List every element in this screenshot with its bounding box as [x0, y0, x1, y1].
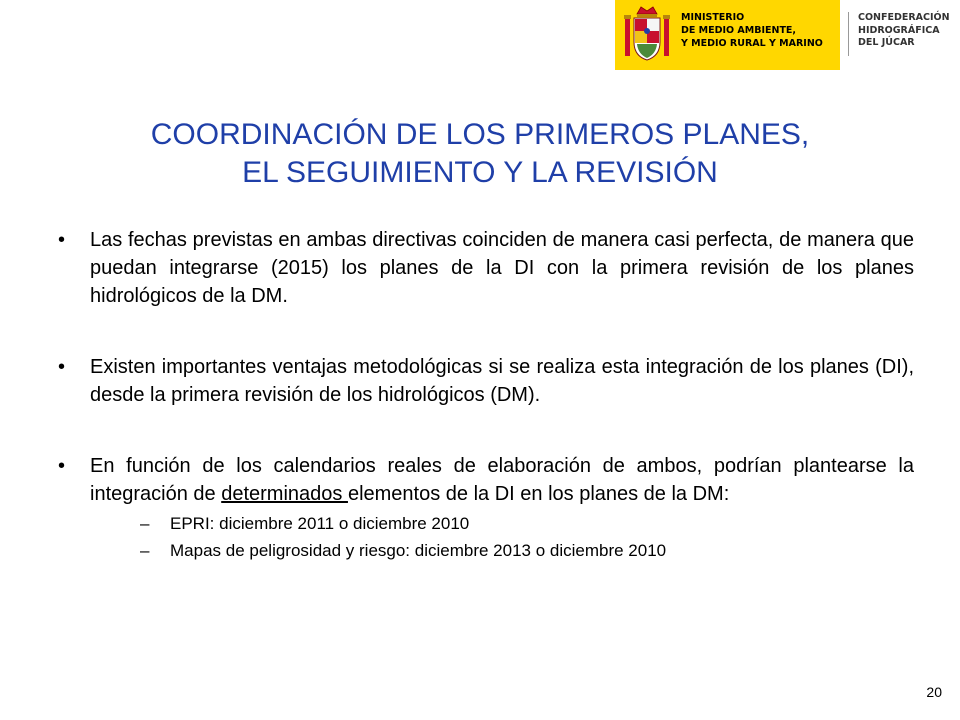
confederacion-line: DEL JÚCAR — [858, 37, 915, 48]
bullet-text: Existen importantes ventajas metodológicas si se realiza esta integración de los planes (DI), desde la primera revisión de los hidrológicos (DM). — [90, 356, 914, 406]
confederacion-line: CONFEDERACIÓN — [858, 12, 950, 23]
ministerio-line: Y MEDIO RURAL Y MARINO — [681, 38, 823, 49]
ministerio-line: MINISTERIO — [681, 12, 745, 23]
page-number: 20 — [926, 684, 942, 700]
sub-item-text: Mapas de peligrosidad y riesgo: diciembre 2013 o diciembre 2010 — [170, 541, 667, 560]
bullet-text: Las fechas previstas en ambas directivas coinciden de manera casi perfecta, de manera que puedan integrarse (2015) los planes de la DI con la primera revisión de los planes hidrológicos de la DM. — [90, 229, 914, 307]
bullet-marker: • — [58, 356, 66, 378]
title-line-2: EL SEGUIMIENTO Y LA REVISIÓN — [242, 156, 718, 189]
bullet-text — [90, 455, 914, 505]
confederacion-logo — [858, 12, 950, 50]
sub-item-marker: – — [140, 541, 150, 560]
underlined-text: determinados — [221, 483, 348, 505]
logo-divider — [848, 12, 849, 56]
slide-title — [0, 116, 960, 192]
bullet-marker: • — [58, 229, 66, 251]
bullet-list — [58, 226, 914, 562]
bullet-item — [58, 452, 914, 562]
bullet-item — [58, 226, 914, 310]
bullet-text-part: elementos de la DI en los planes de la DM: — [347, 483, 730, 505]
bullet-item — [58, 353, 914, 409]
title-line-1: COORDINACIÓN DE LOS PRIMEROS PLANES, — [150, 118, 810, 151]
ministerio-text — [681, 11, 823, 50]
ministerio-line: DE MEDIO AMBIENTE, — [681, 25, 797, 36]
sub-item — [90, 540, 914, 562]
sub-item-text: EPRI: diciembre 2011 o diciembre 2010 — [170, 514, 470, 533]
ministerio-logo — [615, 0, 840, 70]
sub-item-marker: – — [140, 514, 150, 533]
confederacion-line: HIDROGRÁFICA — [858, 24, 940, 36]
bullet-marker: • — [58, 455, 66, 477]
coat-of-arms-icon — [623, 4, 671, 64]
sub-item — [90, 513, 914, 535]
bullet-text-part: En función de los calendarios reales de elaboración de ambos, podrían plantearse la integración de — [90, 455, 914, 505]
